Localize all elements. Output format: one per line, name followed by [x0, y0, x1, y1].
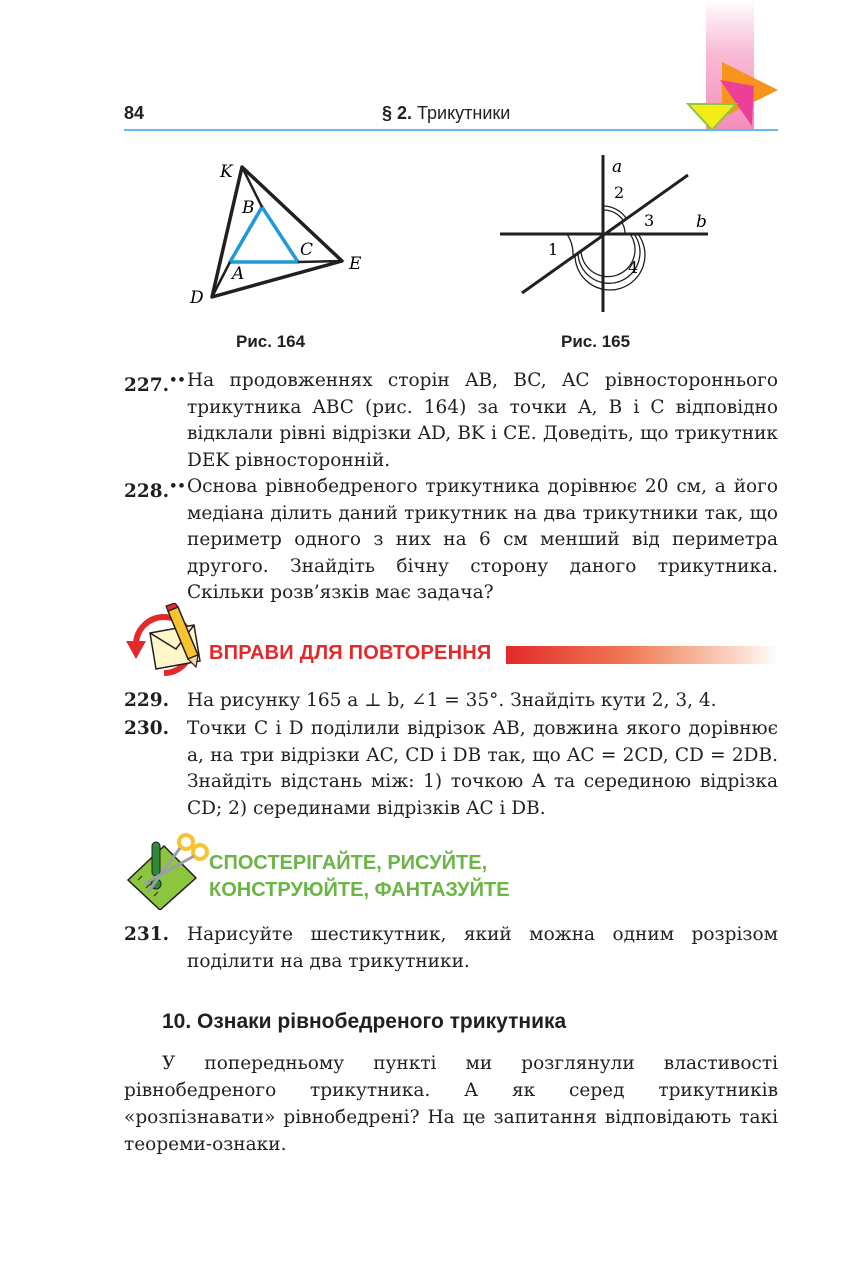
section-symbol: § 2.: [382, 103, 413, 123]
running-header: [382, 103, 510, 124]
section-title: Трикутники: [417, 103, 511, 123]
angle-label-2: 2: [614, 183, 625, 202]
angle-label-4: 4: [628, 258, 639, 277]
label-D: D: [190, 288, 204, 308]
problem-number: 229.: [124, 690, 170, 711]
problem-229: [124, 688, 778, 715]
problem-227: [124, 368, 778, 474]
problem-text: Точки C і D поділили відрізок AB, довжина якого дорівнює a, на три відрізки AC, CD і DB так, що AC = 2CD, CD = 2DB. Знайдіть відстань між: 1) точкою A та серединою відрізка CD; 2) серединами відрізків AC і DB.: [187, 718, 778, 819]
problem-text: На рисунку 165 a ⊥ b, ∠1 = 35°. Знайдіть кути 2, 3, 4.: [187, 690, 717, 711]
label-b: b: [696, 212, 707, 232]
label-C: C: [300, 240, 314, 260]
label-E: E: [349, 254, 362, 274]
problem-number: 227.••: [124, 373, 186, 397]
figure-164-caption: Рис. 164: [236, 332, 306, 351]
problem-228: [124, 474, 778, 607]
corner-triangles-icon: [686, 56, 786, 134]
figure-164-diagram: [180, 155, 380, 315]
problem-231: [124, 922, 778, 975]
observe-exercises-title: [209, 850, 510, 904]
label-B: B: [242, 198, 255, 218]
section-heading: 10. Ознаки рівнобедреного трикутника: [162, 1010, 567, 1033]
problem-number: 231.: [124, 924, 170, 945]
review-exercises-title: ВПРАВИ ДЛЯ ПОВТОРЕННЯ: [209, 642, 492, 664]
figure-165-diagram: [490, 150, 720, 320]
problem-number: 230.: [124, 718, 170, 739]
review-title-bar: [506, 646, 778, 664]
problem-number: 228.••: [124, 479, 186, 503]
angle-label-1: 1: [548, 240, 559, 259]
problem-text: Основа рівнобедреного трикутника дорівнює 20 см, а його медіана ділить даний трикутник на два трикутники так, що периметр одного з них на 6 см менший від периметра другого. Знайдіть бічну сторону даного трикутника. Скільки розв’язків має задача?: [187, 476, 778, 603]
header-rule: [124, 129, 778, 131]
observe-title-line-1: СПОСТЕРІГАЙТЕ, РИСУЙТЕ,: [209, 852, 488, 874]
figure-165-caption: Рис. 165: [561, 332, 631, 351]
angle-label-3: 3: [644, 211, 655, 230]
label-K: K: [220, 162, 233, 182]
observe-title-line-2: КОНСТРУЮЙТЕ, ФАНТАЗУЙТЕ: [209, 879, 510, 901]
problem-text: На продовженнях сторін AB, BC, AC рівностороннього трикутника ABC (рис. 164) за точки A, B і C відповідно відклали рівні відрізки AD, BK і CE. Доведіть, що трикутник DEK рівносторонній.: [187, 370, 778, 471]
problem-text: Нарисуйте шестикутник, який можна одним розрізом поділити на два трикутники.: [187, 924, 778, 972]
section-intro-paragraph: У попередньому пункті ми розглянули властивості рівнобедреного трикутника. А як серед трикутників «розпізнавати» рівнобедрені? На це запитання відповідають такі теореми-ознаки.: [124, 1053, 778, 1155]
label-a: a: [612, 157, 623, 177]
problem-230: [124, 716, 778, 822]
label-A: A: [232, 264, 245, 284]
page-number: 84: [124, 103, 145, 123]
